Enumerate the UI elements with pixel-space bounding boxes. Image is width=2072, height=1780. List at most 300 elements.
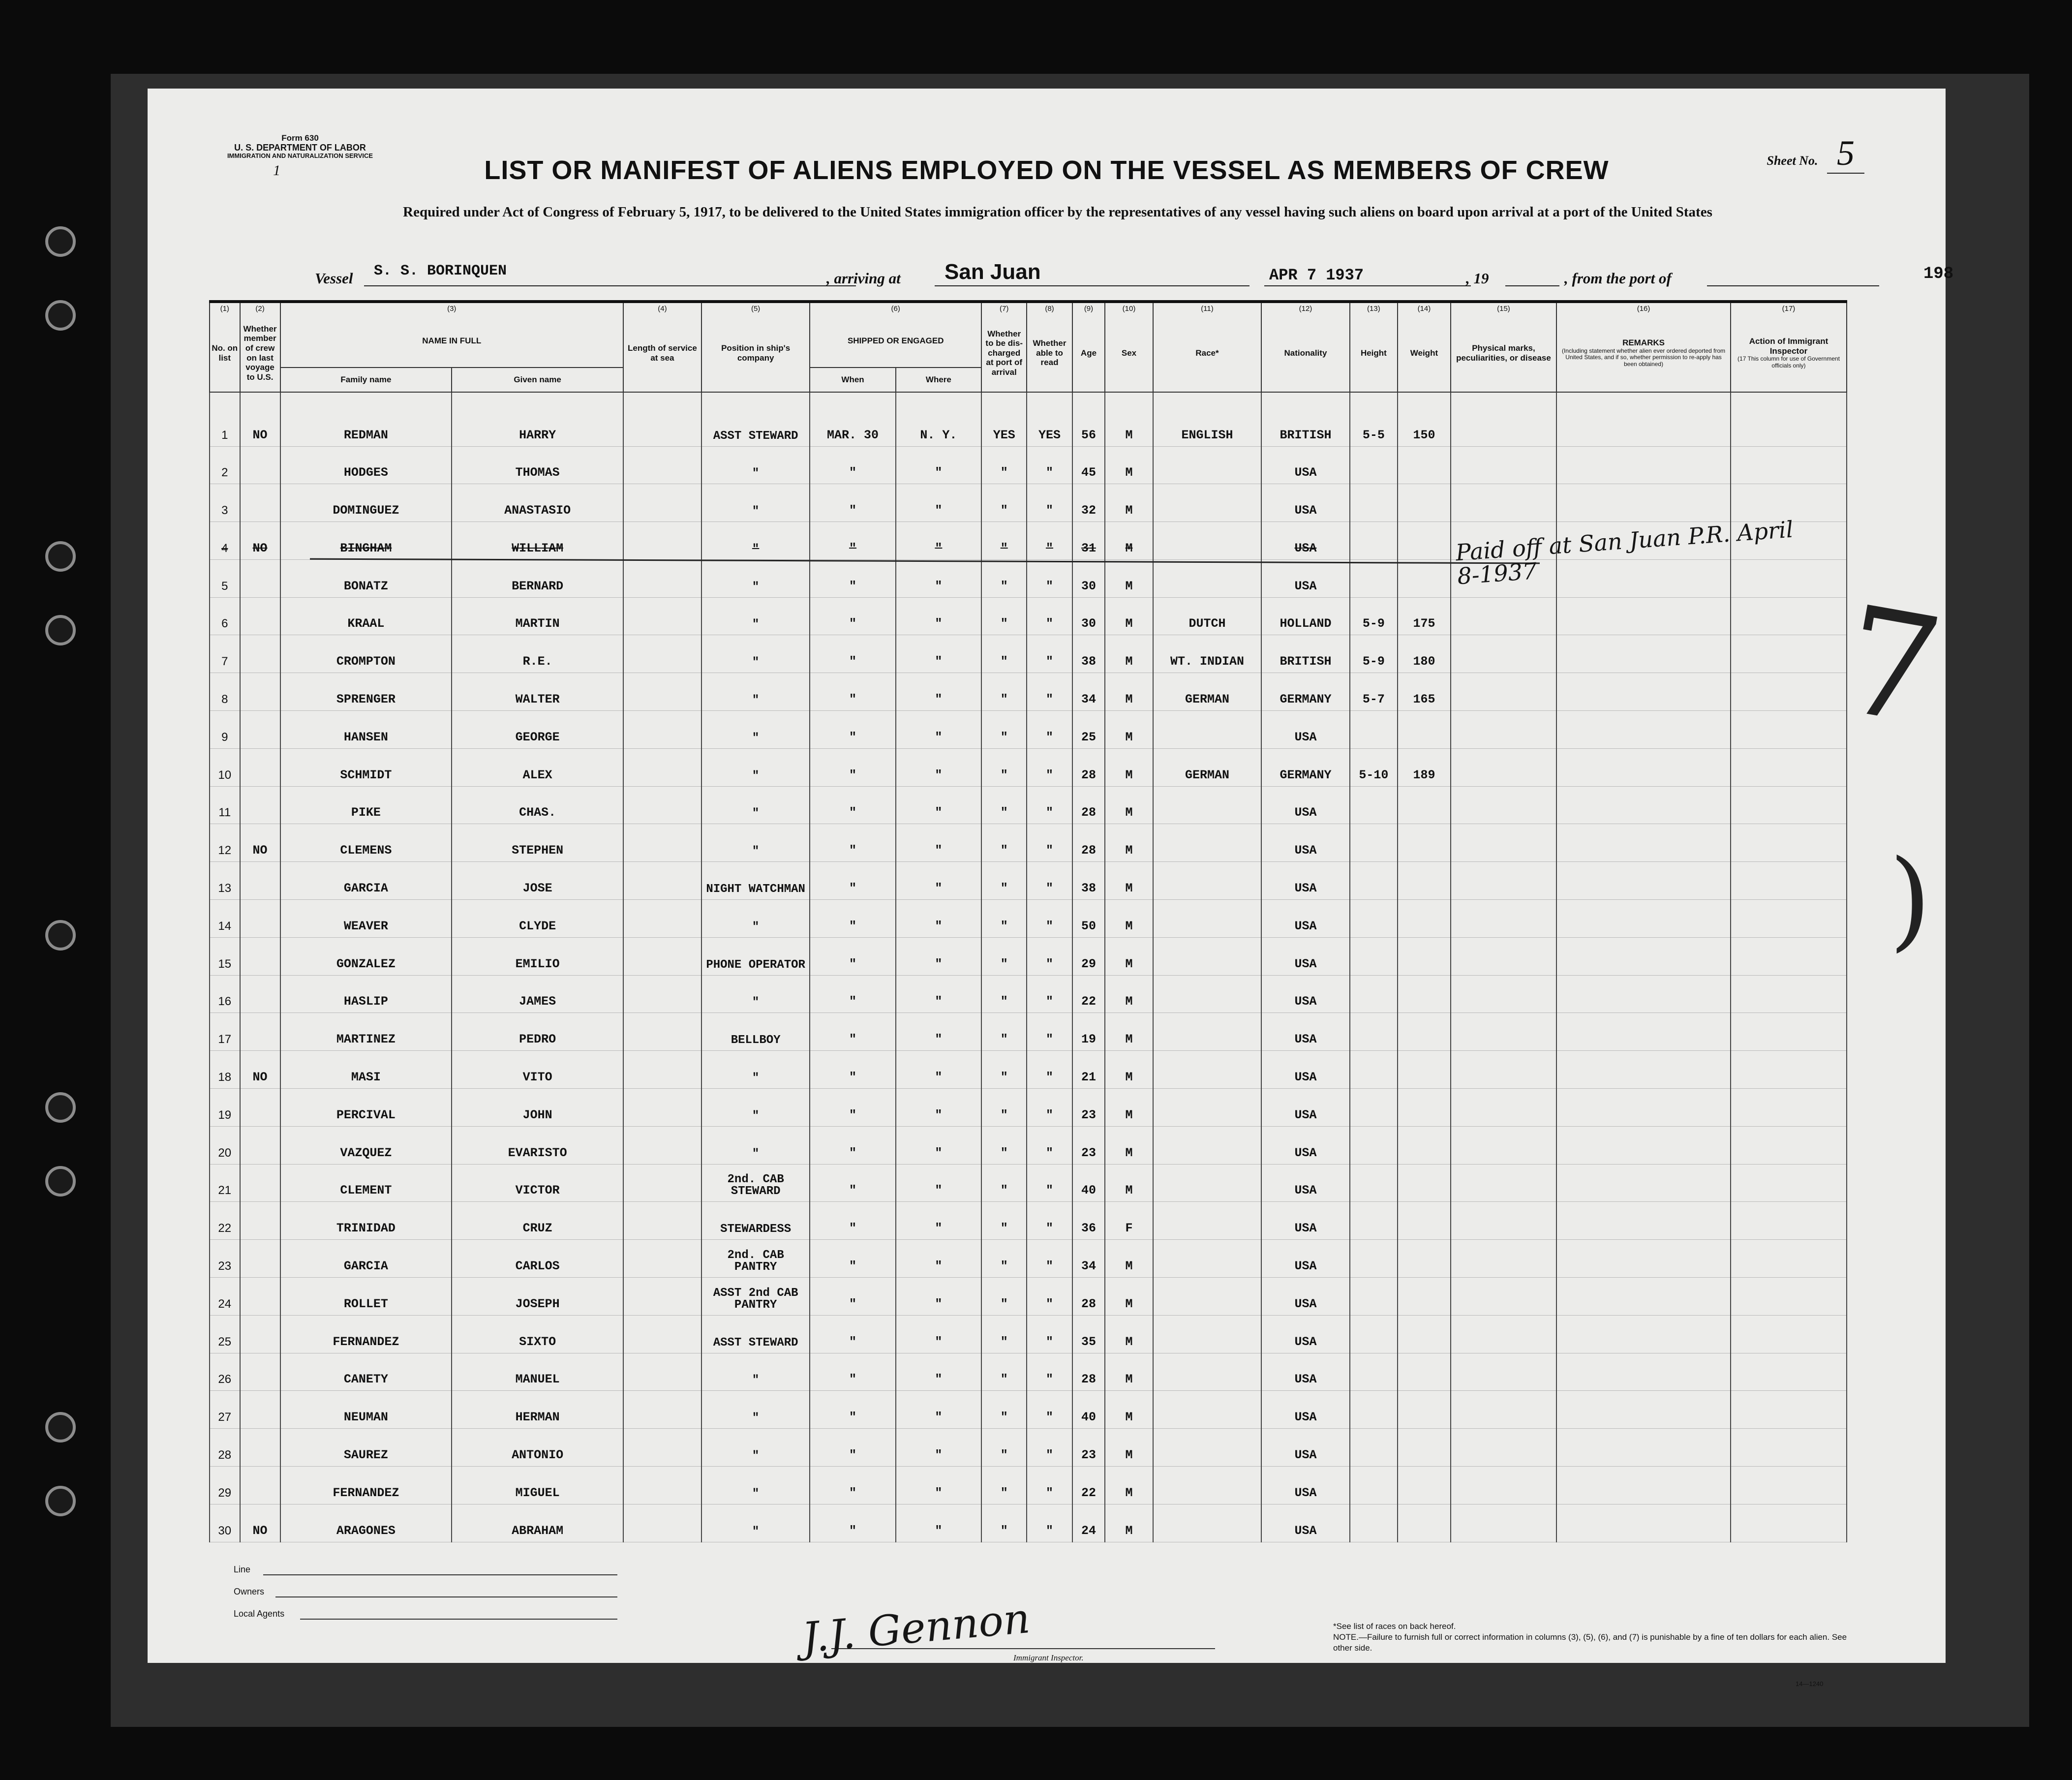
cell-nationality: USA bbox=[1261, 1353, 1349, 1391]
cell-sex: M bbox=[1105, 1315, 1153, 1353]
cell-position: " bbox=[701, 1353, 810, 1391]
header-action bbox=[1731, 314, 1847, 392]
cell-physical-marks bbox=[1451, 862, 1556, 900]
cell-given-name: STEPHEN bbox=[452, 824, 623, 862]
cell-position: " bbox=[701, 635, 810, 673]
cell-length-of-service bbox=[623, 786, 701, 824]
cell-to-be-discharged: YES bbox=[981, 392, 1027, 446]
cell-weight bbox=[1398, 1391, 1451, 1429]
cell-shipped-where: " bbox=[896, 862, 981, 900]
cell-given-name: JOSEPH bbox=[452, 1278, 623, 1316]
cell-inspector-action bbox=[1731, 900, 1847, 938]
cell-height bbox=[1350, 937, 1398, 975]
cell-remarks bbox=[1556, 937, 1731, 975]
cell-nationality: BRITISH bbox=[1261, 635, 1349, 673]
table-row bbox=[210, 1467, 1847, 1504]
cell-physical-marks bbox=[1451, 1013, 1556, 1051]
table-row bbox=[210, 748, 1847, 786]
cell-inspector-action bbox=[1731, 1278, 1847, 1316]
cell-shipped-when: " bbox=[810, 1164, 895, 1202]
cell-position: " bbox=[701, 484, 810, 522]
cell-position: STEWARDESS bbox=[701, 1202, 810, 1240]
cell-inspector-action bbox=[1731, 1089, 1847, 1127]
cell-family-name: ARAGONES bbox=[280, 1504, 452, 1542]
cell-given-name: ABRAHAM bbox=[452, 1504, 623, 1542]
cell-inspector-action bbox=[1731, 1013, 1847, 1051]
cell-nationality: USA bbox=[1261, 711, 1349, 749]
cell-shipped-where: " bbox=[896, 900, 981, 938]
cell-able-to-read: " bbox=[1027, 559, 1072, 597]
cell-age: 32 bbox=[1072, 484, 1105, 522]
cell-row-number: 11 bbox=[210, 786, 240, 824]
cell-physical-marks bbox=[1451, 635, 1556, 673]
cell-weight: 150 bbox=[1398, 392, 1451, 446]
cell-sex: M bbox=[1105, 862, 1153, 900]
cell-race bbox=[1153, 446, 1261, 484]
cell-remarks bbox=[1556, 1051, 1731, 1089]
cell-able-to-read: " bbox=[1027, 711, 1072, 749]
cell-age: 35 bbox=[1072, 1315, 1105, 1353]
cell-length-of-service bbox=[623, 559, 701, 597]
cell-member-last-voyage bbox=[240, 1467, 280, 1504]
agents-underline bbox=[300, 1619, 617, 1620]
cell-member-last-voyage bbox=[240, 1278, 280, 1316]
cell-position: NIGHT WATCHMAN bbox=[701, 862, 810, 900]
vessel-label: Vessel bbox=[315, 270, 353, 287]
cell-shipped-when: " bbox=[810, 522, 895, 560]
cell-nationality: USA bbox=[1261, 975, 1349, 1013]
cell-nationality: USA bbox=[1261, 1240, 1349, 1278]
table-row bbox=[210, 824, 1847, 862]
cell-age: 38 bbox=[1072, 635, 1105, 673]
cell-nationality: USA bbox=[1261, 937, 1349, 975]
cell-able-to-read: " bbox=[1027, 900, 1072, 938]
cell-member-last-voyage bbox=[240, 1315, 280, 1353]
cell-to-be-discharged: " bbox=[981, 1240, 1027, 1278]
cell-length-of-service bbox=[623, 1013, 701, 1051]
cell-nationality: USA bbox=[1261, 1089, 1349, 1127]
cell-weight bbox=[1398, 1164, 1451, 1202]
cell-height bbox=[1350, 1126, 1398, 1164]
cell-race bbox=[1153, 900, 1261, 938]
cell-inspector-action bbox=[1731, 711, 1847, 749]
cell-length-of-service bbox=[623, 446, 701, 484]
cell-able-to-read: YES bbox=[1027, 392, 1072, 446]
cell-weight bbox=[1398, 1240, 1451, 1278]
cell-remarks bbox=[1556, 1126, 1731, 1164]
header-length-service: Length of service at sea bbox=[623, 314, 701, 392]
cell-row-number: 5 bbox=[210, 559, 240, 597]
cell-shipped-when: " bbox=[810, 1089, 895, 1127]
cell-race bbox=[1153, 824, 1261, 862]
cell-shipped-when: " bbox=[810, 748, 895, 786]
cell-family-name: SAUREZ bbox=[280, 1429, 452, 1467]
cell-inspector-action bbox=[1731, 446, 1847, 484]
cell-sex: M bbox=[1105, 522, 1153, 560]
cell-shipped-where: " bbox=[896, 635, 981, 673]
cell-given-name: CHAS. bbox=[452, 786, 623, 824]
cell-sex: M bbox=[1105, 597, 1153, 635]
cell-remarks bbox=[1556, 862, 1731, 900]
remarks-note: (Including statement whether alien ever ordered deported from United States, and if so, whether permission to re-apply has been obtained) bbox=[1561, 347, 1726, 368]
binder-hole bbox=[45, 615, 76, 645]
cell-weight bbox=[1398, 975, 1451, 1013]
cell-shipped-where: " bbox=[896, 937, 981, 975]
cell-to-be-discharged: " bbox=[981, 1353, 1027, 1391]
cell-shipped-where: " bbox=[896, 1353, 981, 1391]
cell-shipped-when: " bbox=[810, 559, 895, 597]
cell-shipped-where: " bbox=[896, 1240, 981, 1278]
header-shipped-engaged: SHIPPED OR ENGAGED bbox=[810, 314, 981, 368]
cell-family-name: FERNANDEZ bbox=[280, 1315, 452, 1353]
cell-row-number: 6 bbox=[210, 597, 240, 635]
header-name-in-full: NAME IN FULL bbox=[280, 314, 623, 368]
cell-able-to-read: " bbox=[1027, 937, 1072, 975]
cell-weight bbox=[1398, 1467, 1451, 1504]
cell-shipped-where: " bbox=[896, 522, 981, 560]
cell-row-number: 9 bbox=[210, 711, 240, 749]
cell-given-name: CLYDE bbox=[452, 900, 623, 938]
cell-position: " bbox=[701, 597, 810, 635]
service-name: IMMIGRATION AND NATURALIZATION SERVICE bbox=[227, 152, 373, 160]
cell-able-to-read: " bbox=[1027, 522, 1072, 560]
cell-family-name: SCHMIDT bbox=[280, 748, 452, 786]
cell-given-name: MARTIN bbox=[452, 597, 623, 635]
cell-weight: 180 bbox=[1398, 635, 1451, 673]
cell-member-last-voyage: NO bbox=[240, 824, 280, 862]
cell-remarks bbox=[1556, 1013, 1731, 1051]
cell-to-be-discharged: " bbox=[981, 748, 1027, 786]
cell-family-name: MASI bbox=[280, 1051, 452, 1089]
cell-remarks bbox=[1556, 1240, 1731, 1278]
cell-race: GERMAN bbox=[1153, 748, 1261, 786]
port-underline bbox=[935, 285, 1249, 286]
cell-height bbox=[1350, 1089, 1398, 1127]
cell-weight bbox=[1398, 862, 1451, 900]
cell-position: " bbox=[701, 748, 810, 786]
cell-family-name: PIKE bbox=[280, 786, 452, 824]
cell-position: 2nd. CAB PANTRY bbox=[701, 1240, 810, 1278]
cell-member-last-voyage bbox=[240, 1202, 280, 1240]
cell-position: PHONE OPERATOR bbox=[701, 937, 810, 975]
cell-sex: M bbox=[1105, 1504, 1153, 1542]
cell-sex: M bbox=[1105, 786, 1153, 824]
cell-shipped-where: " bbox=[896, 673, 981, 711]
cell-physical-marks bbox=[1451, 975, 1556, 1013]
cell-able-to-read: " bbox=[1027, 1202, 1072, 1240]
cell-nationality: USA bbox=[1261, 1164, 1349, 1202]
cell-to-be-discharged: " bbox=[981, 711, 1027, 749]
cell-shipped-where: " bbox=[896, 748, 981, 786]
cell-to-be-discharged: " bbox=[981, 484, 1027, 522]
cell-sex: M bbox=[1105, 1240, 1153, 1278]
table-row bbox=[210, 635, 1847, 673]
header-able-read: Whether able to read bbox=[1027, 314, 1072, 392]
cell-remarks bbox=[1556, 635, 1731, 673]
cell-row-number: 17 bbox=[210, 1013, 240, 1051]
col-num: (16) bbox=[1556, 302, 1731, 314]
cell-height: 5-9 bbox=[1350, 635, 1398, 673]
cell-race bbox=[1153, 975, 1261, 1013]
cell-length-of-service bbox=[623, 748, 701, 786]
cell-family-name: WEAVER bbox=[280, 900, 452, 938]
page-subtitle: Required under Act of Congress of February 5, 1917, to be delivered to the United States immigration officer by the representatives of any vessel having such aliens on board upon arrival at a port of the United States bbox=[403, 204, 1712, 220]
cell-to-be-discharged: " bbox=[981, 1051, 1027, 1089]
cell-age: 50 bbox=[1072, 900, 1105, 938]
col-num: (17) bbox=[1731, 302, 1847, 314]
cell-nationality: GERMANY bbox=[1261, 673, 1349, 711]
cell-remarks bbox=[1556, 748, 1731, 786]
cell-age: 22 bbox=[1072, 1467, 1105, 1504]
col-num: (11) bbox=[1153, 302, 1261, 314]
cell-race bbox=[1153, 862, 1261, 900]
cell-sex: M bbox=[1105, 900, 1153, 938]
cell-able-to-read: " bbox=[1027, 1126, 1072, 1164]
cell-shipped-where: " bbox=[896, 1126, 981, 1164]
cell-able-to-read: " bbox=[1027, 1315, 1072, 1353]
cell-shipped-when: " bbox=[810, 1202, 895, 1240]
cell-to-be-discharged: " bbox=[981, 862, 1027, 900]
cell-sex: M bbox=[1105, 1391, 1153, 1429]
cell-member-last-voyage bbox=[240, 748, 280, 786]
cell-remarks bbox=[1556, 1089, 1731, 1127]
table-row bbox=[210, 1202, 1847, 1240]
cell-race: WT. INDIAN bbox=[1153, 635, 1261, 673]
cell-able-to-read: " bbox=[1027, 1391, 1072, 1429]
cell-remarks bbox=[1556, 1278, 1731, 1316]
cell-weight bbox=[1398, 559, 1451, 597]
header-weight: Weight bbox=[1398, 314, 1451, 392]
cell-family-name: GARCIA bbox=[280, 1240, 452, 1278]
cell-race bbox=[1153, 1504, 1261, 1542]
cell-inspector-action bbox=[1731, 975, 1847, 1013]
header-where: Where bbox=[896, 368, 981, 392]
cell-length-of-service bbox=[623, 1202, 701, 1240]
cell-given-name: HERMAN bbox=[452, 1391, 623, 1429]
cell-height bbox=[1350, 1315, 1398, 1353]
handwritten-index: 1 bbox=[273, 162, 280, 179]
cell-nationality: USA bbox=[1261, 824, 1349, 862]
cell-nationality: BRITISH bbox=[1261, 392, 1349, 446]
cell-able-to-read: " bbox=[1027, 748, 1072, 786]
header-race: Race* bbox=[1153, 314, 1261, 392]
table-row bbox=[210, 1391, 1847, 1429]
cell-row-number: 30 bbox=[210, 1504, 240, 1542]
cell-position: " bbox=[701, 673, 810, 711]
cell-height bbox=[1350, 1051, 1398, 1089]
cell-member-last-voyage: NO bbox=[240, 1051, 280, 1089]
cell-nationality: USA bbox=[1261, 1013, 1349, 1051]
cell-inspector-action bbox=[1731, 673, 1847, 711]
cell-weight bbox=[1398, 1126, 1451, 1164]
cell-race bbox=[1153, 1240, 1261, 1278]
cell-family-name: GONZALEZ bbox=[280, 937, 452, 975]
cell-given-name: JOHN bbox=[452, 1089, 623, 1127]
cell-length-of-service bbox=[623, 975, 701, 1013]
cell-sex: M bbox=[1105, 748, 1153, 786]
department-name: U. S. DEPARTMENT OF LABOR bbox=[234, 142, 366, 153]
cell-age: 22 bbox=[1072, 975, 1105, 1013]
cell-sex: M bbox=[1105, 1164, 1153, 1202]
cell-nationality: USA bbox=[1261, 862, 1349, 900]
cell-remarks bbox=[1556, 1429, 1731, 1467]
cell-member-last-voyage bbox=[240, 446, 280, 484]
cell-age: 23 bbox=[1072, 1429, 1105, 1467]
cell-remarks bbox=[1556, 1315, 1731, 1353]
cell-family-name: PERCIVAL bbox=[280, 1089, 452, 1127]
cell-height bbox=[1350, 446, 1398, 484]
cell-remarks bbox=[1556, 673, 1731, 711]
cell-length-of-service bbox=[623, 597, 701, 635]
cell-remarks bbox=[1556, 597, 1731, 635]
cell-shipped-when: " bbox=[810, 900, 895, 938]
cell-weight bbox=[1398, 1089, 1451, 1127]
cell-length-of-service bbox=[623, 1391, 701, 1429]
cell-length-of-service bbox=[623, 673, 701, 711]
cell-length-of-service bbox=[623, 824, 701, 862]
cell-to-be-discharged: " bbox=[981, 1013, 1027, 1051]
cell-sex: M bbox=[1105, 559, 1153, 597]
cell-member-last-voyage: NO bbox=[240, 392, 280, 446]
cell-height bbox=[1350, 1467, 1398, 1504]
cell-race bbox=[1153, 937, 1261, 975]
cell-shipped-where: " bbox=[896, 484, 981, 522]
cell-to-be-discharged: " bbox=[981, 786, 1027, 824]
cell-physical-marks bbox=[1451, 1089, 1556, 1127]
cell-family-name: CLEMENS bbox=[280, 824, 452, 862]
cell-shipped-when: " bbox=[810, 1353, 895, 1391]
cell-height: 5-9 bbox=[1350, 597, 1398, 635]
header-nationality: Nationality bbox=[1261, 314, 1349, 392]
cell-age: 56 bbox=[1072, 392, 1105, 446]
cell-shipped-when: " bbox=[810, 484, 895, 522]
cell-race bbox=[1153, 1391, 1261, 1429]
cell-length-of-service bbox=[623, 1429, 701, 1467]
cell-shipped-when: " bbox=[810, 1013, 895, 1051]
cell-nationality: USA bbox=[1261, 1504, 1349, 1542]
cell-row-number: 23 bbox=[210, 1240, 240, 1278]
cell-remarks bbox=[1556, 711, 1731, 749]
cell-row-number: 24 bbox=[210, 1278, 240, 1316]
cell-physical-marks bbox=[1451, 1051, 1556, 1089]
cell-able-to-read: " bbox=[1027, 597, 1072, 635]
cell-weight bbox=[1398, 1013, 1451, 1051]
header-age: Age bbox=[1072, 314, 1105, 392]
cell-age: 19 bbox=[1072, 1013, 1105, 1051]
cell-height bbox=[1350, 711, 1398, 749]
cell-family-name: REDMAN bbox=[280, 392, 452, 446]
cell-physical-marks bbox=[1451, 937, 1556, 975]
table-row bbox=[210, 975, 1847, 1013]
cell-physical-marks bbox=[1451, 1164, 1556, 1202]
cell-shipped-where: " bbox=[896, 975, 981, 1013]
cell-given-name: MIGUEL bbox=[452, 1467, 623, 1504]
cell-row-number: 4 bbox=[210, 522, 240, 560]
header-whether-member: Whether member of crew on last voyage to U.S. bbox=[240, 314, 280, 392]
vessel-name: S. S. BORINQUEN bbox=[374, 263, 507, 279]
cell-position: " bbox=[701, 786, 810, 824]
cell-row-number: 12 bbox=[210, 824, 240, 862]
cell-inspector-action bbox=[1731, 392, 1847, 446]
cell-shipped-when: " bbox=[810, 824, 895, 862]
cell-member-last-voyage bbox=[240, 1013, 280, 1051]
cell-row-number: 15 bbox=[210, 937, 240, 975]
cell-remarks bbox=[1556, 786, 1731, 824]
cell-family-name: KRAAL bbox=[280, 597, 452, 635]
cell-row-number: 21 bbox=[210, 1164, 240, 1202]
header-position: Position in ship's company bbox=[701, 314, 810, 392]
cell-race bbox=[1153, 1164, 1261, 1202]
table-row bbox=[210, 786, 1847, 824]
cell-to-be-discharged: " bbox=[981, 1429, 1027, 1467]
cell-member-last-voyage bbox=[240, 900, 280, 938]
cell-given-name: BERNARD bbox=[452, 559, 623, 597]
cell-given-name: MANUEL bbox=[452, 1353, 623, 1391]
header-sex: Sex bbox=[1105, 314, 1153, 392]
cell-position: 2nd. CAB STEWARD bbox=[701, 1164, 810, 1202]
cell-remarks bbox=[1556, 484, 1731, 522]
table-row bbox=[210, 673, 1847, 711]
cell-physical-marks bbox=[1451, 786, 1556, 824]
arrival-port: San Juan bbox=[945, 260, 1041, 284]
cell-inspector-action bbox=[1731, 1126, 1847, 1164]
cell-race bbox=[1153, 1126, 1261, 1164]
cell-length-of-service bbox=[623, 484, 701, 522]
cell-physical-marks bbox=[1451, 711, 1556, 749]
cell-member-last-voyage bbox=[240, 862, 280, 900]
table-row bbox=[210, 597, 1847, 635]
cell-position: " bbox=[701, 1391, 810, 1429]
cell-nationality: USA bbox=[1261, 1051, 1349, 1089]
cell-to-be-discharged: " bbox=[981, 673, 1027, 711]
cell-height bbox=[1350, 484, 1398, 522]
cell-member-last-voyage bbox=[240, 484, 280, 522]
cell-shipped-when: " bbox=[810, 597, 895, 635]
cell-member-last-voyage: NO bbox=[240, 522, 280, 560]
cell-member-last-voyage bbox=[240, 1391, 280, 1429]
cell-age: 28 bbox=[1072, 786, 1105, 824]
col-num: (15) bbox=[1451, 302, 1556, 314]
cell-to-be-discharged: " bbox=[981, 1315, 1027, 1353]
vessel-line bbox=[315, 256, 1954, 290]
cell-to-be-discharged: " bbox=[981, 559, 1027, 597]
cell-member-last-voyage bbox=[240, 711, 280, 749]
cell-able-to-read: " bbox=[1027, 786, 1072, 824]
line-label: Line bbox=[234, 1565, 251, 1574]
cell-able-to-read: " bbox=[1027, 635, 1072, 673]
cell-physical-marks bbox=[1451, 446, 1556, 484]
col-num: (2) bbox=[240, 302, 280, 314]
header-remarks bbox=[1556, 314, 1731, 392]
cell-physical-marks bbox=[1451, 1353, 1556, 1391]
cell-position: " bbox=[701, 1089, 810, 1127]
cell-family-name: VAZQUEZ bbox=[280, 1126, 452, 1164]
cell-given-name: EVARISTO bbox=[452, 1126, 623, 1164]
cell-sex: M bbox=[1105, 937, 1153, 975]
cell-weight bbox=[1398, 1278, 1451, 1316]
binder-hole bbox=[45, 1412, 76, 1442]
cell-remarks bbox=[1556, 975, 1731, 1013]
cell-race bbox=[1153, 1467, 1261, 1504]
cell-position: " bbox=[701, 1504, 810, 1542]
cell-to-be-discharged: " bbox=[981, 635, 1027, 673]
cell-race bbox=[1153, 1051, 1261, 1089]
col-num: (9) bbox=[1072, 302, 1105, 314]
cell-member-last-voyage bbox=[240, 786, 280, 824]
cell-inspector-action bbox=[1731, 786, 1847, 824]
cell-shipped-when: " bbox=[810, 1051, 895, 1089]
cell-height bbox=[1350, 559, 1398, 597]
